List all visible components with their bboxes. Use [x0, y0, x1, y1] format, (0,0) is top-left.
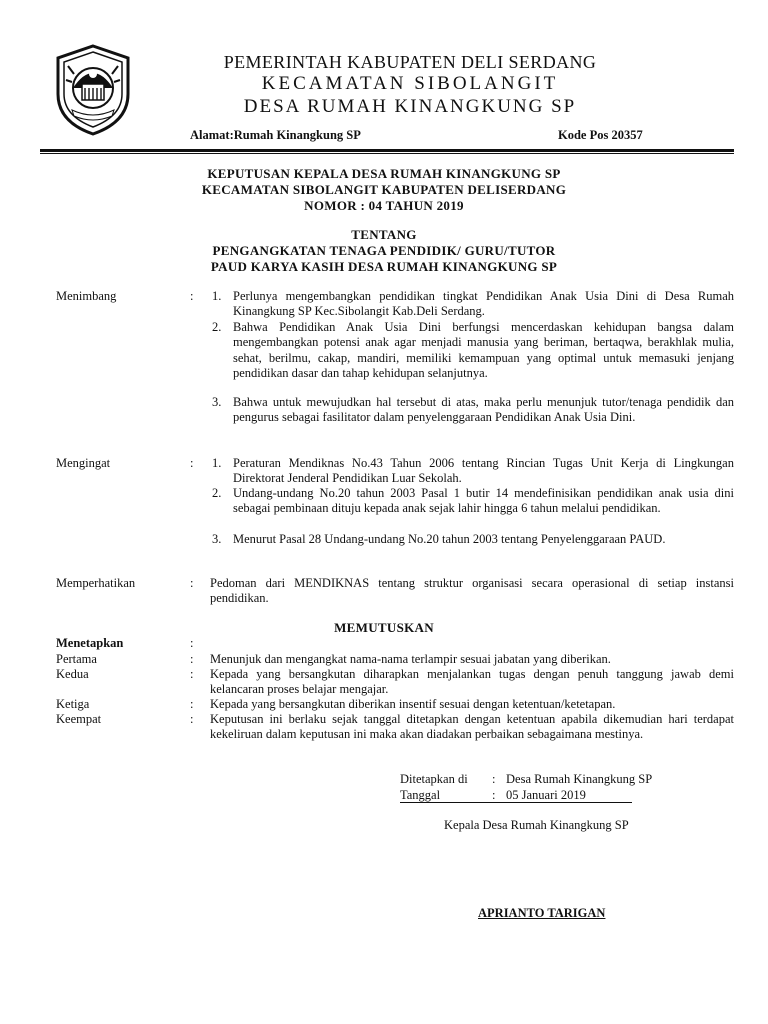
letterhead-address: Alamat:Rumah Kinangkung SP — [190, 128, 361, 142]
list-number: 3. — [212, 395, 222, 409]
list-number: 1. — [212, 289, 222, 303]
memutuskan-heading: MEMUTUSKAN — [334, 620, 434, 635]
subject-heading: TENTANG — [351, 227, 417, 242]
letterhead-postal-code: Kode Pos 20357 — [558, 128, 643, 142]
list-number: 2. — [212, 320, 222, 334]
colon: : — [492, 772, 496, 786]
colon: : — [190, 697, 194, 711]
letterhead-district: KECAMATAN SIBOLANGIT — [261, 73, 559, 94]
signatory-position: Kepala Desa Rumah Kinangkung SP — [444, 818, 629, 832]
letterhead-rule-thin — [40, 153, 734, 154]
clause-label: Ketiga — [56, 697, 90, 711]
place-label: Ditetapkan di — [400, 772, 468, 786]
colon: : — [190, 456, 194, 470]
list-number: 2. — [212, 486, 222, 500]
mengingat-item: Menurut Pasal 28 Undang-undang No.20 tahun 2003 tentang Penyelenggaraan PAUD. — [233, 532, 666, 546]
clause-label: Keempat — [56, 712, 102, 726]
signatory-name: APRIANTO TARIGAN — [478, 906, 606, 920]
memperhatikan-text: Pedoman dari MENDIKNAS tentang struktur organisasi secara operasional di setiap instansi pendidikan. — [210, 576, 734, 606]
clause-text: Menunjuk dan mengangkat nama-nama terlampir sesuai jabatan yang diberikan. — [210, 652, 611, 666]
section-label-memperhatikan: Memperhatikan — [56, 576, 136, 590]
menimbang-item: Bahwa untuk mewujudkan hal tersebut di atas, maka perlu menunjuk tutor/tenaga pendidik dan pengurus sebagai fasilitator dalam penyelenggaraan Pendidikan Anak Usia Dini. — [233, 395, 734, 425]
decree-number: NOMOR : 04 TAHUN 2019 — [304, 198, 464, 213]
decree-title-district: KECAMATAN SIBOLANGIT KABUPATEN DELISERDANG — [201, 182, 567, 197]
menimbang-item: Perlunya mengembangkan pendidikan tingkat Pendidikan Anak Usia Dini di Desa Rumah Kinangkung SP Kec.Sibolangit Kab.Deli Serdang. — [233, 289, 734, 319]
mengingat-item: Peraturan Mendiknas No.43 Tahun 2006 tentang Rincian Tugas Unit Kerja di Lingkungan Direktorat Jenderal Pendidikan Luar Sekolah. — [233, 456, 734, 486]
date-label: Tanggal — [400, 788, 441, 802]
date-value: 05 Januari 2019 — [506, 788, 586, 802]
clause-label: Pertama — [56, 652, 97, 666]
regency-logo — [52, 44, 134, 136]
colon: : — [190, 712, 194, 726]
list-number: 3. — [212, 532, 222, 546]
colon: : — [190, 576, 194, 590]
section-label-mengingat: Mengingat — [56, 456, 111, 470]
decree-title: KEPUTUSAN KEPALA DESA RUMAH KINANGKUNG SP — [207, 166, 561, 181]
clause-label: Kedua — [56, 667, 89, 681]
letterhead-village: DESA RUMAH KINANGKUNG SP — [243, 96, 577, 117]
letterhead-rule-thick — [40, 149, 734, 152]
list-number: 1. — [212, 456, 222, 470]
subject-line: PENGANGKATAN TENAGA PENDIDIK/ GURU/TUTOR — [212, 243, 556, 258]
clause-text: Keputusan ini berlaku sejak tanggal ditetapkan dengan ketentuan apabila dikemudian hari terdapat kekeliruan dalam keputusan ini maka akan diadakan perbaikan sebagaimana mestinya. — [210, 712, 734, 742]
colon: : — [492, 788, 496, 802]
clause-text: Kepada yang bersangkutan diberikan insentif sesuai dengan ketentuan/ketetapan. — [210, 697, 616, 711]
colon: : — [190, 636, 194, 650]
section-label-menetapkan: Menetapkan — [56, 636, 124, 650]
menimbang-item: Bahwa Pendidikan Anak Usia Dini berfungsi mencerdaskan kehidupan bangsa dalam mengembangkan potensi anak agar menjadi manusia yang beriman, bertaqwa, berakhlak mulia, sehat, berilmu, cakap, mandiri, memiliki kemampuan yang optimal untuk memasuki jenjang pendidikan dasar dan tahap kehidupan selanjutnya. — [233, 320, 734, 380]
mengingat-item: Undang-undang No.20 tahun 2003 Pasal 1 butir 14 mendefinisikan pendidikan anak usia dini sebagai pembinaan dituju kepada anak sejak lahir hingga 6 tahun melalui pendidikan. — [233, 486, 734, 516]
colon: : — [190, 289, 194, 303]
place-value: Desa Rumah Kinangkung SP — [506, 772, 653, 786]
subject-line: PAUD KARYA KASIH DESA RUMAH KINANGKUNG SP — [210, 259, 558, 274]
colon: : — [190, 667, 194, 681]
colon: : — [190, 652, 194, 666]
section-label-menimbang: Menimbang — [56, 289, 117, 303]
letterhead-regency: PEMERINTAH KABUPATEN DELI SERDANG — [223, 52, 597, 72]
clause-text: Kepada yang bersangkutan diharapkan menjalankan tugas dengan penuh tanggung jawab demi kelancaran proses belajar mengajar. — [210, 667, 734, 697]
date-underline — [400, 802, 632, 803]
